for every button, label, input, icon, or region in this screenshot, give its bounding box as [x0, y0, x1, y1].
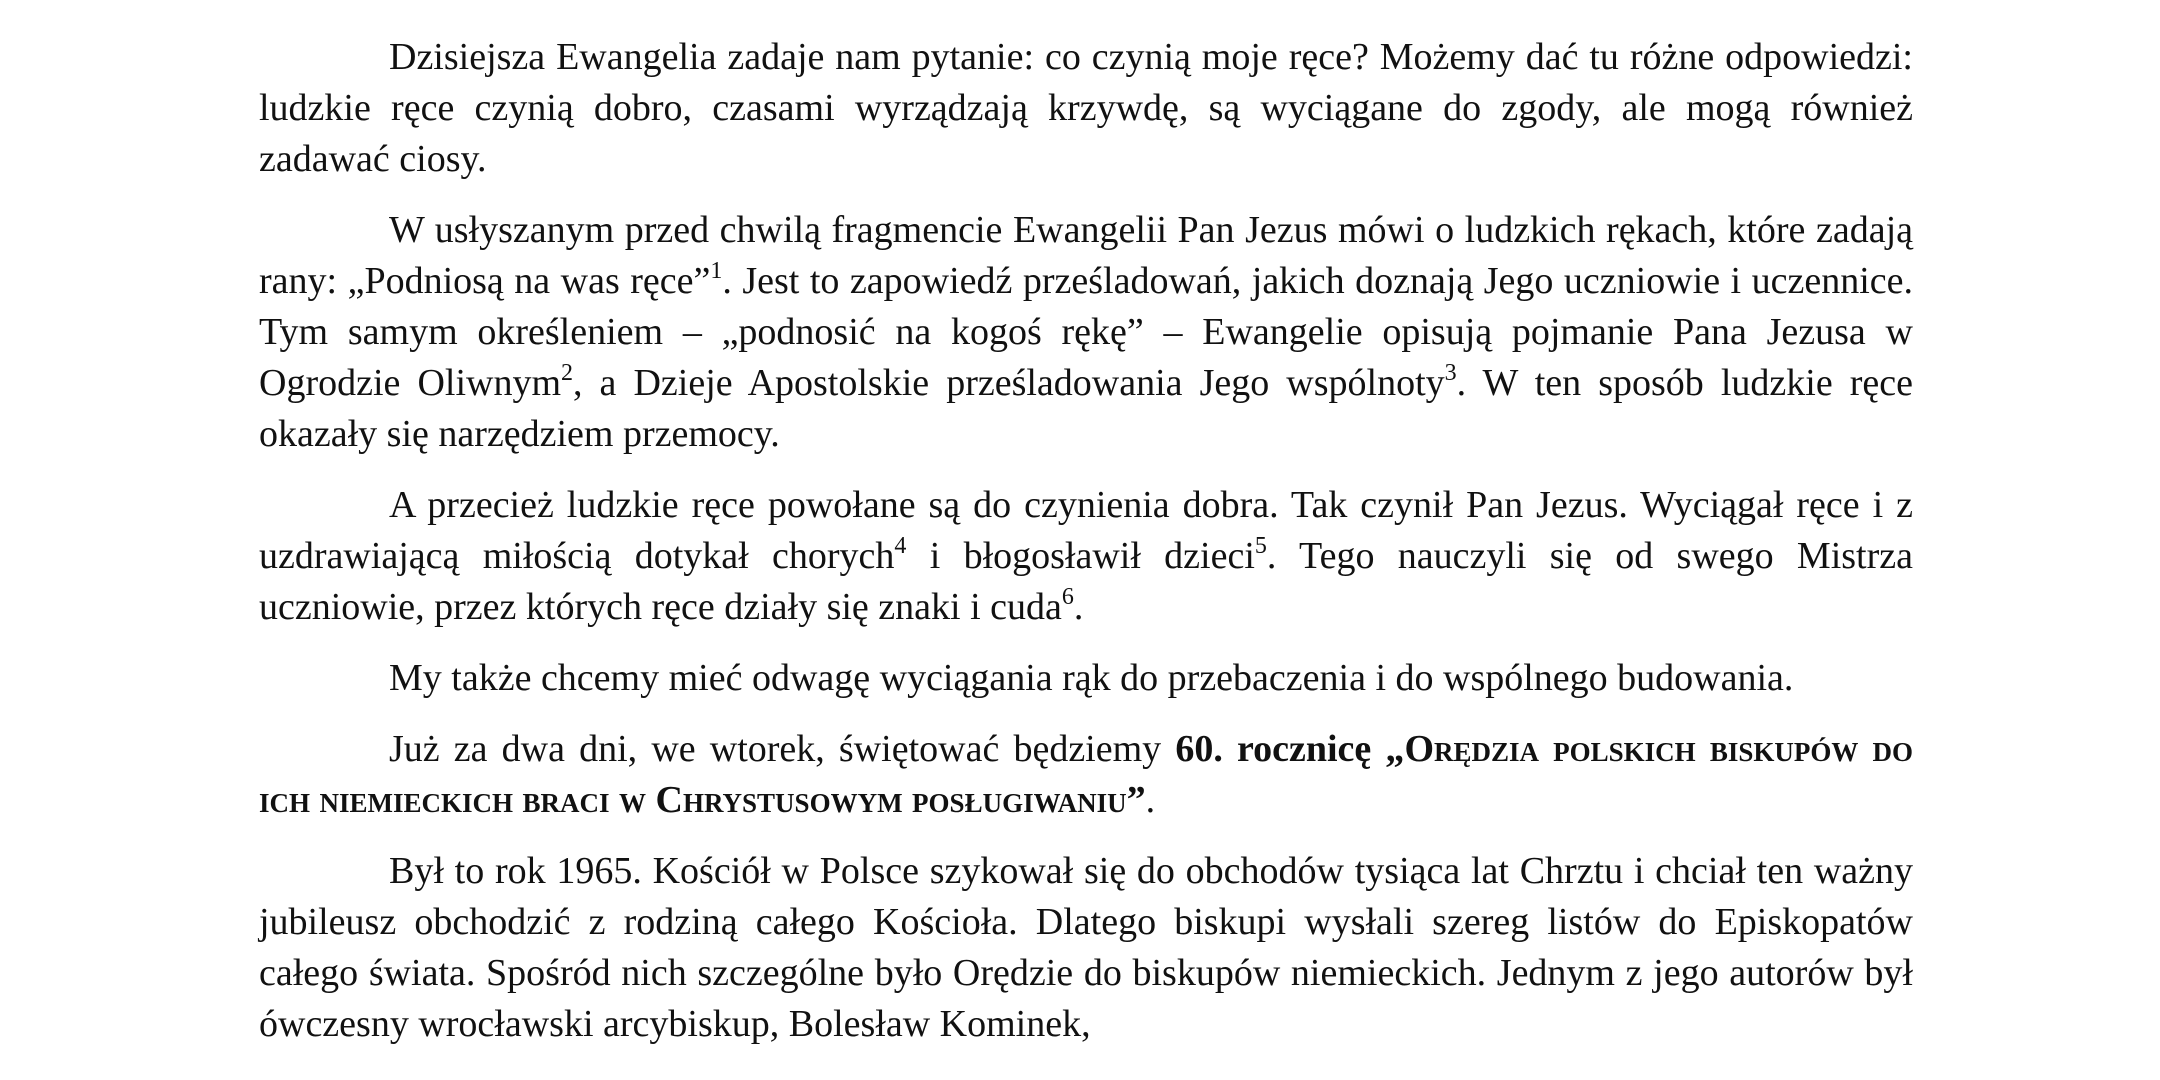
paragraph-4 [259, 653, 1913, 704]
paragraph-6 [259, 846, 1913, 1050]
paragraph-text: . [1145, 779, 1156, 821]
document-title-smallcaps: Orędzia polskich biskupów do ich niemieckich braci w Chrystusowym posługiwaniu [259, 728, 1913, 821]
paragraph-1 [259, 32, 1913, 185]
paragraph-text: A przecież ludzkie ręce powołane są do czynienia dobra. Tak czynił Pan Jezus. Wyciągał ręce i z uzdrawiającą miłością dotykał chorych [259, 484, 1913, 577]
paragraph-text: Dzisiejsza Ewangelia zadaje nam pytanie: co czynią moje ręce? Możemy dać tu różne odpowiedzi: ludzkie ręce czynią dobro, czasami wyrządzają krzywdę, są wyciągane do zgody, ale mogą również zadawać ciosy. [259, 36, 1913, 180]
footnote-ref-4[interactable]: 4 [894, 533, 907, 559]
paragraph-text: . W ten sposób ludzkie ręce okazały się narzędziem przemocy. [259, 362, 1913, 455]
paragraph-2 [259, 205, 1913, 460]
paragraph-3 [259, 480, 1913, 633]
closing-quote: ” [1126, 779, 1146, 821]
footnote-ref-3[interactable]: 3 [1444, 360, 1457, 386]
paragraph-text: W usłyszanym przed chwilą fragmencie Ewangelii Pan Jezus mówi o ludzkich rękach, które zadają rany: „Podniosą na was ręce” [259, 209, 1913, 302]
paragraph-text: , a Dzieje Apostolskie prześladowania Jego wspólnoty [573, 362, 1445, 404]
footnote-ref-6[interactable]: 6 [1061, 584, 1074, 610]
footnote-ref-2[interactable]: 2 [561, 360, 573, 386]
paragraph-text: . Jest to zapowiedź prześladowań, jakich doznają Jego uczniowie i uczennice. Tym samym określeniem – „podnosić na kogoś rękę” – Ewangelie opisują pojmanie Pana Jezusa w Ogrodzie Oliwnym [259, 260, 1913, 404]
footnote-ref-1[interactable]: 1 [710, 258, 723, 284]
anniversary-emphasis: 60. rocznicę „ [1175, 728, 1405, 770]
paragraph-text: i błogosławił dzieci [906, 535, 1255, 577]
paragraph-text: Już za dwa dni, we wtorek, świętować będziemy [389, 728, 1176, 770]
paragraph-text: . Tego nauczyli się od swego Mistrza uczniowie, przez których ręce działy się znaki i cuda [259, 535, 1914, 628]
paragraph-text: . [1073, 586, 1084, 628]
paragraph-5 [259, 724, 1913, 826]
footnote-ref-5[interactable]: 5 [1254, 533, 1267, 559]
paragraph-text: Był to rok 1965. Kościół w Polsce szykował się do obchodów tysiąca lat Chrztu i chciał ten ważny jubileusz obchodzić z rodziną całego Kościoła. Dlatego biskupi wysłali szereg listów do Episkopatów całego świata. Spośród nich szczególne było Orędzie do biskupów niemieckich. Jednym z jego autorów był ówczesny wrocławski arcybiskup, Bolesław Kominek, [259, 850, 1913, 1045]
paragraph-text: My także chcemy mieć odwagę wyciągania rąk do przebaczenia i do wspólnego budowania. [389, 657, 1794, 699]
document-page [259, 32, 1913, 1070]
